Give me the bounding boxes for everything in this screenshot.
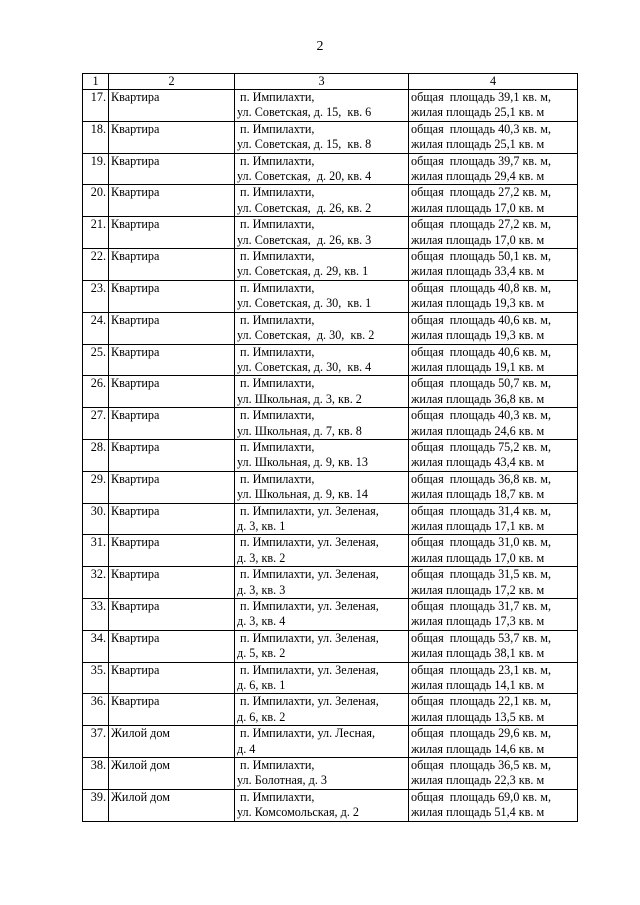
- address-cell: [235, 758, 409, 790]
- object-type: Квартира: [109, 567, 235, 599]
- object-type: Квартира: [109, 249, 235, 281]
- table-row: [83, 567, 578, 599]
- address-line-2: д. 3, кв. 3: [237, 582, 286, 597]
- address-cell: [235, 408, 409, 440]
- area-cell: [409, 599, 578, 631]
- living-area: жилая площадь 17,2 кв. м: [411, 582, 545, 597]
- living-area: жилая площадь 13,5 кв. м: [411, 709, 545, 724]
- row-number: 20.: [83, 185, 109, 217]
- object-type: Квартира: [109, 503, 235, 535]
- address-cell: [235, 344, 409, 376]
- living-area: жилая площадь 36,8 кв. м: [411, 391, 545, 406]
- area-cell: [409, 535, 578, 567]
- living-area: жилая площадь 24,6 кв. м: [411, 423, 545, 438]
- living-area: жилая площадь 33,4 кв. м: [411, 264, 545, 279]
- area-cell: [409, 503, 578, 535]
- address-line-2: ул. Советская, д. 30, кв. 1: [237, 296, 372, 311]
- address-line-1: п. Импилахти,: [237, 376, 315, 391]
- address-line-1: п. Импилахти,: [237, 249, 315, 264]
- object-type: Квартира: [109, 439, 235, 471]
- area-cell: [409, 376, 578, 408]
- address-line-1: п. Импилахти, ул. Зеленая,: [237, 503, 379, 518]
- living-area: жилая площадь 25,1 кв. м: [411, 137, 545, 152]
- address-cell: [235, 599, 409, 631]
- address-line-1: п. Импилахти,: [237, 121, 315, 136]
- table-row: [83, 758, 578, 790]
- address-cell: [235, 630, 409, 662]
- table-row: [83, 471, 578, 503]
- table-row: [83, 153, 578, 185]
- row-number: 26.: [83, 376, 109, 408]
- address-line-2: ул. Советская, д. 15, кв. 6: [237, 105, 372, 120]
- living-area: жилая площадь 14,6 кв. м: [411, 741, 545, 756]
- table-row: [83, 376, 578, 408]
- table-body: [83, 90, 578, 822]
- row-number: 31.: [83, 535, 109, 567]
- living-area: жилая площадь 17,3 кв. м: [411, 614, 545, 629]
- living-area: жилая площадь 19,1 кв. м: [411, 359, 545, 374]
- object-type: Жилой дом: [109, 789, 235, 821]
- address-line-1: п. Импилахти,: [237, 90, 315, 104]
- table-row: [83, 90, 578, 122]
- total-area: общая площадь 39,1 кв. м,: [411, 90, 551, 104]
- address-line-2: ул. Школьная, д. 9, кв. 14: [237, 487, 368, 502]
- area-cell: [409, 90, 578, 122]
- address-line-1: п. Импилахти, ул. Зеленая,: [237, 630, 379, 645]
- address-line-1: п. Импилахти, ул. Лесная,: [237, 726, 376, 741]
- address-line-2: д. 3, кв. 2: [237, 550, 286, 565]
- object-type: Квартира: [109, 376, 235, 408]
- address-line-2: ул. Советская, д. 26, кв. 2: [237, 200, 372, 215]
- object-type: Квартира: [109, 694, 235, 726]
- column-header-2: 2: [109, 74, 235, 90]
- object-type: Квартира: [109, 630, 235, 662]
- address-cell: [235, 376, 409, 408]
- row-number: 24.: [83, 312, 109, 344]
- address-line-2: ул. Советская, д. 26, кв. 3: [237, 232, 372, 247]
- row-number: 34.: [83, 630, 109, 662]
- property-table: [82, 73, 578, 822]
- address-line-2: ул. Школьная, д. 3, кв. 2: [237, 391, 362, 406]
- table-row: [83, 503, 578, 535]
- column-header-1: 1: [83, 74, 109, 90]
- page-number: 2: [316, 39, 324, 54]
- object-type: Квартира: [109, 535, 235, 567]
- table-row: [83, 312, 578, 344]
- address-line-1: п. Импилахти,: [237, 471, 315, 486]
- address-cell: [235, 471, 409, 503]
- area-cell: [409, 408, 578, 440]
- area-cell: [409, 121, 578, 153]
- living-area: жилая площадь 17,0 кв. м: [411, 550, 545, 565]
- living-area: жилая площадь 29,4 кв. м: [411, 169, 545, 184]
- address-line-2: ул. Советская, д. 29, кв. 1: [237, 264, 369, 279]
- row-number: 35.: [83, 662, 109, 694]
- total-area: общая площадь 40,8 кв. м,: [411, 280, 551, 295]
- total-area: общая площадь 39,7 кв. м,: [411, 153, 551, 168]
- address-line-2: ул. Комсомольская, д. 2: [237, 805, 360, 820]
- total-area: общая площадь 31,5 кв. м,: [411, 567, 551, 582]
- total-area: общая площадь 31,7 кв. м,: [411, 599, 551, 613]
- living-area: жилая площадь 17,1 кв. м: [411, 518, 545, 533]
- area-cell: [409, 567, 578, 599]
- row-number: 22.: [83, 249, 109, 281]
- header-row: [83, 74, 578, 90]
- living-area: жилая площадь 17,0 кв. м: [411, 232, 545, 247]
- row-number: 36.: [83, 694, 109, 726]
- total-area: общая площадь 22,1 кв. м,: [411, 694, 551, 709]
- address-line-2: ул. Школьная, д. 7, кв. 8: [237, 423, 362, 438]
- area-cell: [409, 153, 578, 185]
- address-cell: [235, 121, 409, 153]
- row-number: 37.: [83, 726, 109, 758]
- table-row: [83, 599, 578, 631]
- address-line-1: п. Импилахти,: [237, 758, 315, 773]
- row-number: 27.: [83, 408, 109, 440]
- address-line-2: д. 3, кв. 1: [237, 518, 286, 533]
- object-type: Квартира: [109, 90, 235, 122]
- area-cell: [409, 758, 578, 790]
- address-line-2: ул. Советская, д. 30, кв. 4: [237, 359, 372, 374]
- address-cell: [235, 789, 409, 821]
- table-row: [83, 185, 578, 217]
- total-area: общая площадь 75,2 кв. м,: [411, 439, 551, 454]
- table-row: [83, 344, 578, 376]
- object-type: Квартира: [109, 217, 235, 249]
- address-cell: [235, 694, 409, 726]
- area-cell: [409, 217, 578, 249]
- table-row: [83, 694, 578, 726]
- total-area: общая площадь 27,2 кв. м,: [411, 217, 551, 232]
- object-type: Квартира: [109, 471, 235, 503]
- area-cell: [409, 280, 578, 312]
- address-cell: [235, 535, 409, 567]
- address-line-2: ул. Болотная, д. 3: [237, 773, 328, 788]
- total-area: общая площадь 31,0 кв. м,: [411, 535, 551, 550]
- row-number: 23.: [83, 280, 109, 312]
- address-line-1: п. Импилахти,: [237, 185, 315, 200]
- area-cell: [409, 312, 578, 344]
- object-type: Жилой дом: [109, 726, 235, 758]
- row-number: 21.: [83, 217, 109, 249]
- area-cell: [409, 630, 578, 662]
- address-line-1: п. Импилахти, ул. Зеленая,: [237, 567, 379, 582]
- living-area: жилая площадь 18,7 кв. м: [411, 487, 545, 502]
- row-number: 17.: [83, 90, 109, 122]
- address-cell: [235, 439, 409, 471]
- area-cell: [409, 662, 578, 694]
- row-number: 30.: [83, 503, 109, 535]
- living-area: жилая площадь 22,3 кв. м: [411, 773, 545, 788]
- living-area: жилая площадь 38,1 кв. м: [411, 646, 545, 661]
- object-type: Квартира: [109, 153, 235, 185]
- row-number: 18.: [83, 121, 109, 153]
- total-area: общая площадь 40,3 кв. м,: [411, 408, 551, 423]
- address-line-1: п. Импилахти,: [237, 217, 315, 232]
- address-line-2: ул. Советская, д. 30, кв. 2: [237, 328, 375, 343]
- total-area: общая площадь 40,6 кв. м,: [411, 344, 551, 359]
- row-number: 38.: [83, 758, 109, 790]
- address-line-1: п. Импилахти,: [237, 344, 315, 359]
- living-area: жилая площадь 19,3 кв. м: [411, 296, 545, 311]
- object-type: Квартира: [109, 121, 235, 153]
- row-number: 39.: [83, 789, 109, 821]
- living-area: жилая площадь 19,3 кв. м: [411, 328, 545, 343]
- living-area: жилая площадь 51,4 кв. м: [411, 805, 545, 820]
- total-area: общая площадь 40,3 кв. м,: [411, 121, 551, 136]
- address-cell: [235, 185, 409, 217]
- table-row: [83, 662, 578, 694]
- address-line-2: д. 6, кв. 2: [237, 709, 286, 724]
- row-number: 25.: [83, 344, 109, 376]
- living-area: жилая площадь 43,4 кв. м: [411, 455, 545, 470]
- table-row: [83, 280, 578, 312]
- total-area: общая площадь 69,0 кв. м,: [411, 789, 551, 804]
- column-header-4: 4: [409, 74, 578, 90]
- row-number: 29.: [83, 471, 109, 503]
- address-line-1: п. Импилахти, ул. Зеленая,: [237, 662, 379, 677]
- address-line-1: п. Импилахти,: [237, 789, 315, 804]
- address-cell: [235, 567, 409, 599]
- area-cell: [409, 344, 578, 376]
- address-line-2: д. 4: [237, 741, 256, 756]
- living-area: жилая площадь 14,1 кв. м: [411, 678, 545, 693]
- area-cell: [409, 471, 578, 503]
- address-cell: [235, 249, 409, 281]
- address-cell: [235, 503, 409, 535]
- area-cell: [409, 439, 578, 471]
- table-row: [83, 630, 578, 662]
- address-cell: [235, 662, 409, 694]
- table-row: [83, 535, 578, 567]
- area-cell: [409, 726, 578, 758]
- address-line-2: ул. Школьная, д. 9, кв. 13: [237, 455, 368, 470]
- address-cell: [235, 90, 409, 122]
- living-area: жилая площадь 17,0 кв. м: [411, 200, 545, 215]
- total-area: общая площадь 53,7 кв. м,: [411, 630, 551, 645]
- area-cell: [409, 789, 578, 821]
- object-type: Жилой дом: [109, 758, 235, 790]
- address-line-1: п. Импилахти, ул. Зеленая,: [237, 694, 379, 709]
- address-line-1: п. Импилахти,: [237, 153, 315, 168]
- total-area: общая площадь 36,8 кв. м,: [411, 471, 551, 486]
- address-line-2: ул. Советская, д. 20, кв. 4: [237, 169, 372, 184]
- table-row: [83, 249, 578, 281]
- total-area: общая площадь 23,1 кв. м,: [411, 662, 551, 677]
- address-cell: [235, 726, 409, 758]
- total-area: общая площадь 27,2 кв. м,: [411, 185, 551, 200]
- address-line-1: п. Импилахти,: [237, 280, 315, 295]
- total-area: общая площадь 31,4 кв. м,: [411, 503, 551, 518]
- table-row: [83, 121, 578, 153]
- total-area: общая площадь 40,6 кв. м,: [411, 312, 551, 327]
- total-area: общая площадь 29,6 кв. м,: [411, 726, 551, 741]
- address-line-1: п. Импилахти, ул. Зеленая,: [237, 599, 379, 613]
- table-row: [83, 789, 578, 821]
- address-line-2: д. 5, кв. 2: [237, 646, 286, 661]
- area-cell: [409, 185, 578, 217]
- total-area: общая площадь 36,5 кв. м,: [411, 758, 551, 773]
- object-type: Квартира: [109, 312, 235, 344]
- row-number: 19.: [83, 153, 109, 185]
- address-line-1: п. Импилахти, ул. Зеленая,: [237, 535, 379, 550]
- address-line-1: п. Импилахти,: [237, 439, 315, 454]
- address-line-2: ул. Советская, д. 15, кв. 8: [237, 137, 372, 152]
- object-type: Квартира: [109, 344, 235, 376]
- area-cell: [409, 694, 578, 726]
- row-number: 33.: [83, 599, 109, 631]
- living-area: жилая площадь 25,1 кв. м: [411, 105, 545, 120]
- object-type: Квартира: [109, 599, 235, 631]
- table-row: [83, 217, 578, 249]
- address-cell: [235, 217, 409, 249]
- object-type: Квартира: [109, 662, 235, 694]
- object-type: Квартира: [109, 280, 235, 312]
- total-area: общая площадь 50,7 кв. м,: [411, 376, 551, 391]
- object-type: Квартира: [109, 408, 235, 440]
- table-row: [83, 726, 578, 758]
- address-line-2: д. 6, кв. 1: [237, 678, 286, 693]
- address-line-1: п. Импилахти,: [237, 312, 315, 327]
- table-row: [83, 408, 578, 440]
- address-cell: [235, 153, 409, 185]
- address-cell: [235, 280, 409, 312]
- area-cell: [409, 249, 578, 281]
- address-cell: [235, 312, 409, 344]
- total-area: общая площадь 50,1 кв. м,: [411, 249, 551, 264]
- table-row: [83, 439, 578, 471]
- object-type: Квартира: [109, 185, 235, 217]
- column-header-3: 3: [235, 74, 409, 90]
- address-line-1: п. Импилахти,: [237, 408, 315, 423]
- row-number: 32.: [83, 567, 109, 599]
- address-line-2: д. 3, кв. 4: [237, 614, 286, 629]
- row-number: 28.: [83, 439, 109, 471]
